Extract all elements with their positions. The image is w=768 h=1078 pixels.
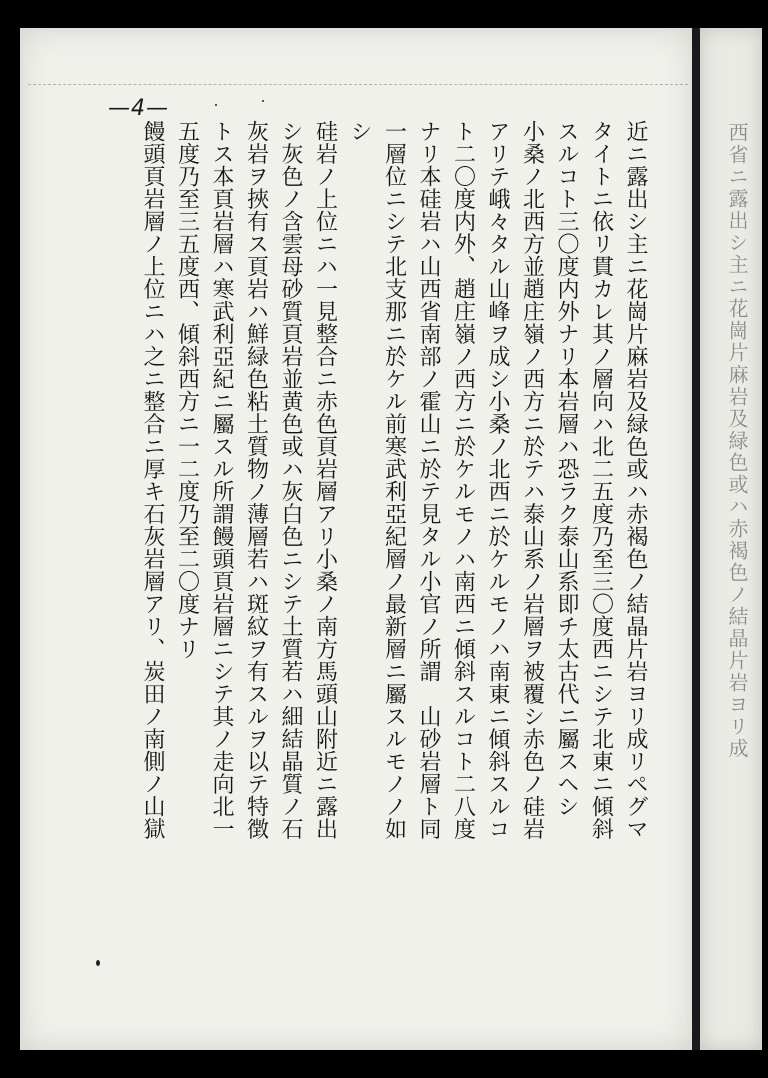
- ink-speck: [215, 104, 217, 106]
- facing-page-column: 西省ニ露出シ主ニ花崗片麻岩及緑色或ハ赤褐色ノ結晶片岩ヨリ成: [725, 122, 749, 760]
- text-column: トス本頁岩層ハ寒武利亞紀ニ屬スル所謂饅頭頁岩層ニシテ其ノ走向北一: [209, 120, 234, 840]
- text-column: 一層位ニシテ北支那ニ於ケル前寒武利亞紀層ノ最新層ニ屬スルモノノ如: [381, 120, 407, 840]
- text-column: アリテ峨々タル山峰ヲ成シ小桑ノ北西ニ於ケルモノハ南東ニ傾斜スルコ: [485, 120, 510, 840]
- text-column: スルコト三〇度内外ナリ本岩層ハ恐ラク泰山系即チ太古代ニ屬スヘシ: [554, 120, 579, 818]
- text-column: 小桑ノ北西方並趙庄嶺ノ西方ニ於テハ泰山系ノ岩層ヲ被覆シ赤色ノ硅岩: [519, 120, 545, 840]
- text-column: 近ニ露出シ主ニ花崗片麻岩及緑色或ハ赤褐色ノ結晶片岩ヨリ成リペグマ: [623, 120, 648, 840]
- text-column: 硅岩ノ上位ニハ一見整合ニ赤色頁岩層アリ小桑ノ南方馬頭山附近ニ露出: [312, 120, 338, 840]
- top-rule-line: [28, 84, 688, 85]
- text-column: シ灰色ノ含雲母砂質頁岩並黄色或ハ灰白色ニシテ土質若ハ細結晶質ノ石: [278, 120, 303, 840]
- page-number: —4—: [108, 96, 169, 121]
- text-column: シ: [347, 120, 372, 143]
- text-column: 五度乃至三五度西、傾斜西方ニ一二度乃至二〇度ナリ: [174, 120, 200, 660]
- page-gutter: [692, 28, 700, 1050]
- text-column: 饅頭頁岩層ノ上位ニハ之ニ整合ニ厚キ石灰岩層アリ、炭田ノ南側ノ山獄: [140, 120, 165, 840]
- ink-speck: [96, 960, 100, 966]
- ink-speck: [262, 100, 264, 102]
- text-column: ナリ本硅岩ハ山西省南部ノ霍山ニ於テ見タル小官ノ所謂 山砂岩層ト同: [416, 120, 441, 840]
- text-column: タイトニ依リ貫カレ其ノ層向ハ北二五度乃至三〇度西ニシテ北東ニ傾斜: [588, 120, 614, 840]
- text-column: 灰岩ヲ挾有ス頁岩ハ鮮緑色粘土質物ノ薄層若ハ斑紋ヲ有スルヲ以テ特徴: [243, 120, 269, 840]
- text-column: ト二〇度内外、趙庄嶺ノ西方ニ於ケルモノハ南西ニ傾斜スルコト二八度: [450, 120, 476, 840]
